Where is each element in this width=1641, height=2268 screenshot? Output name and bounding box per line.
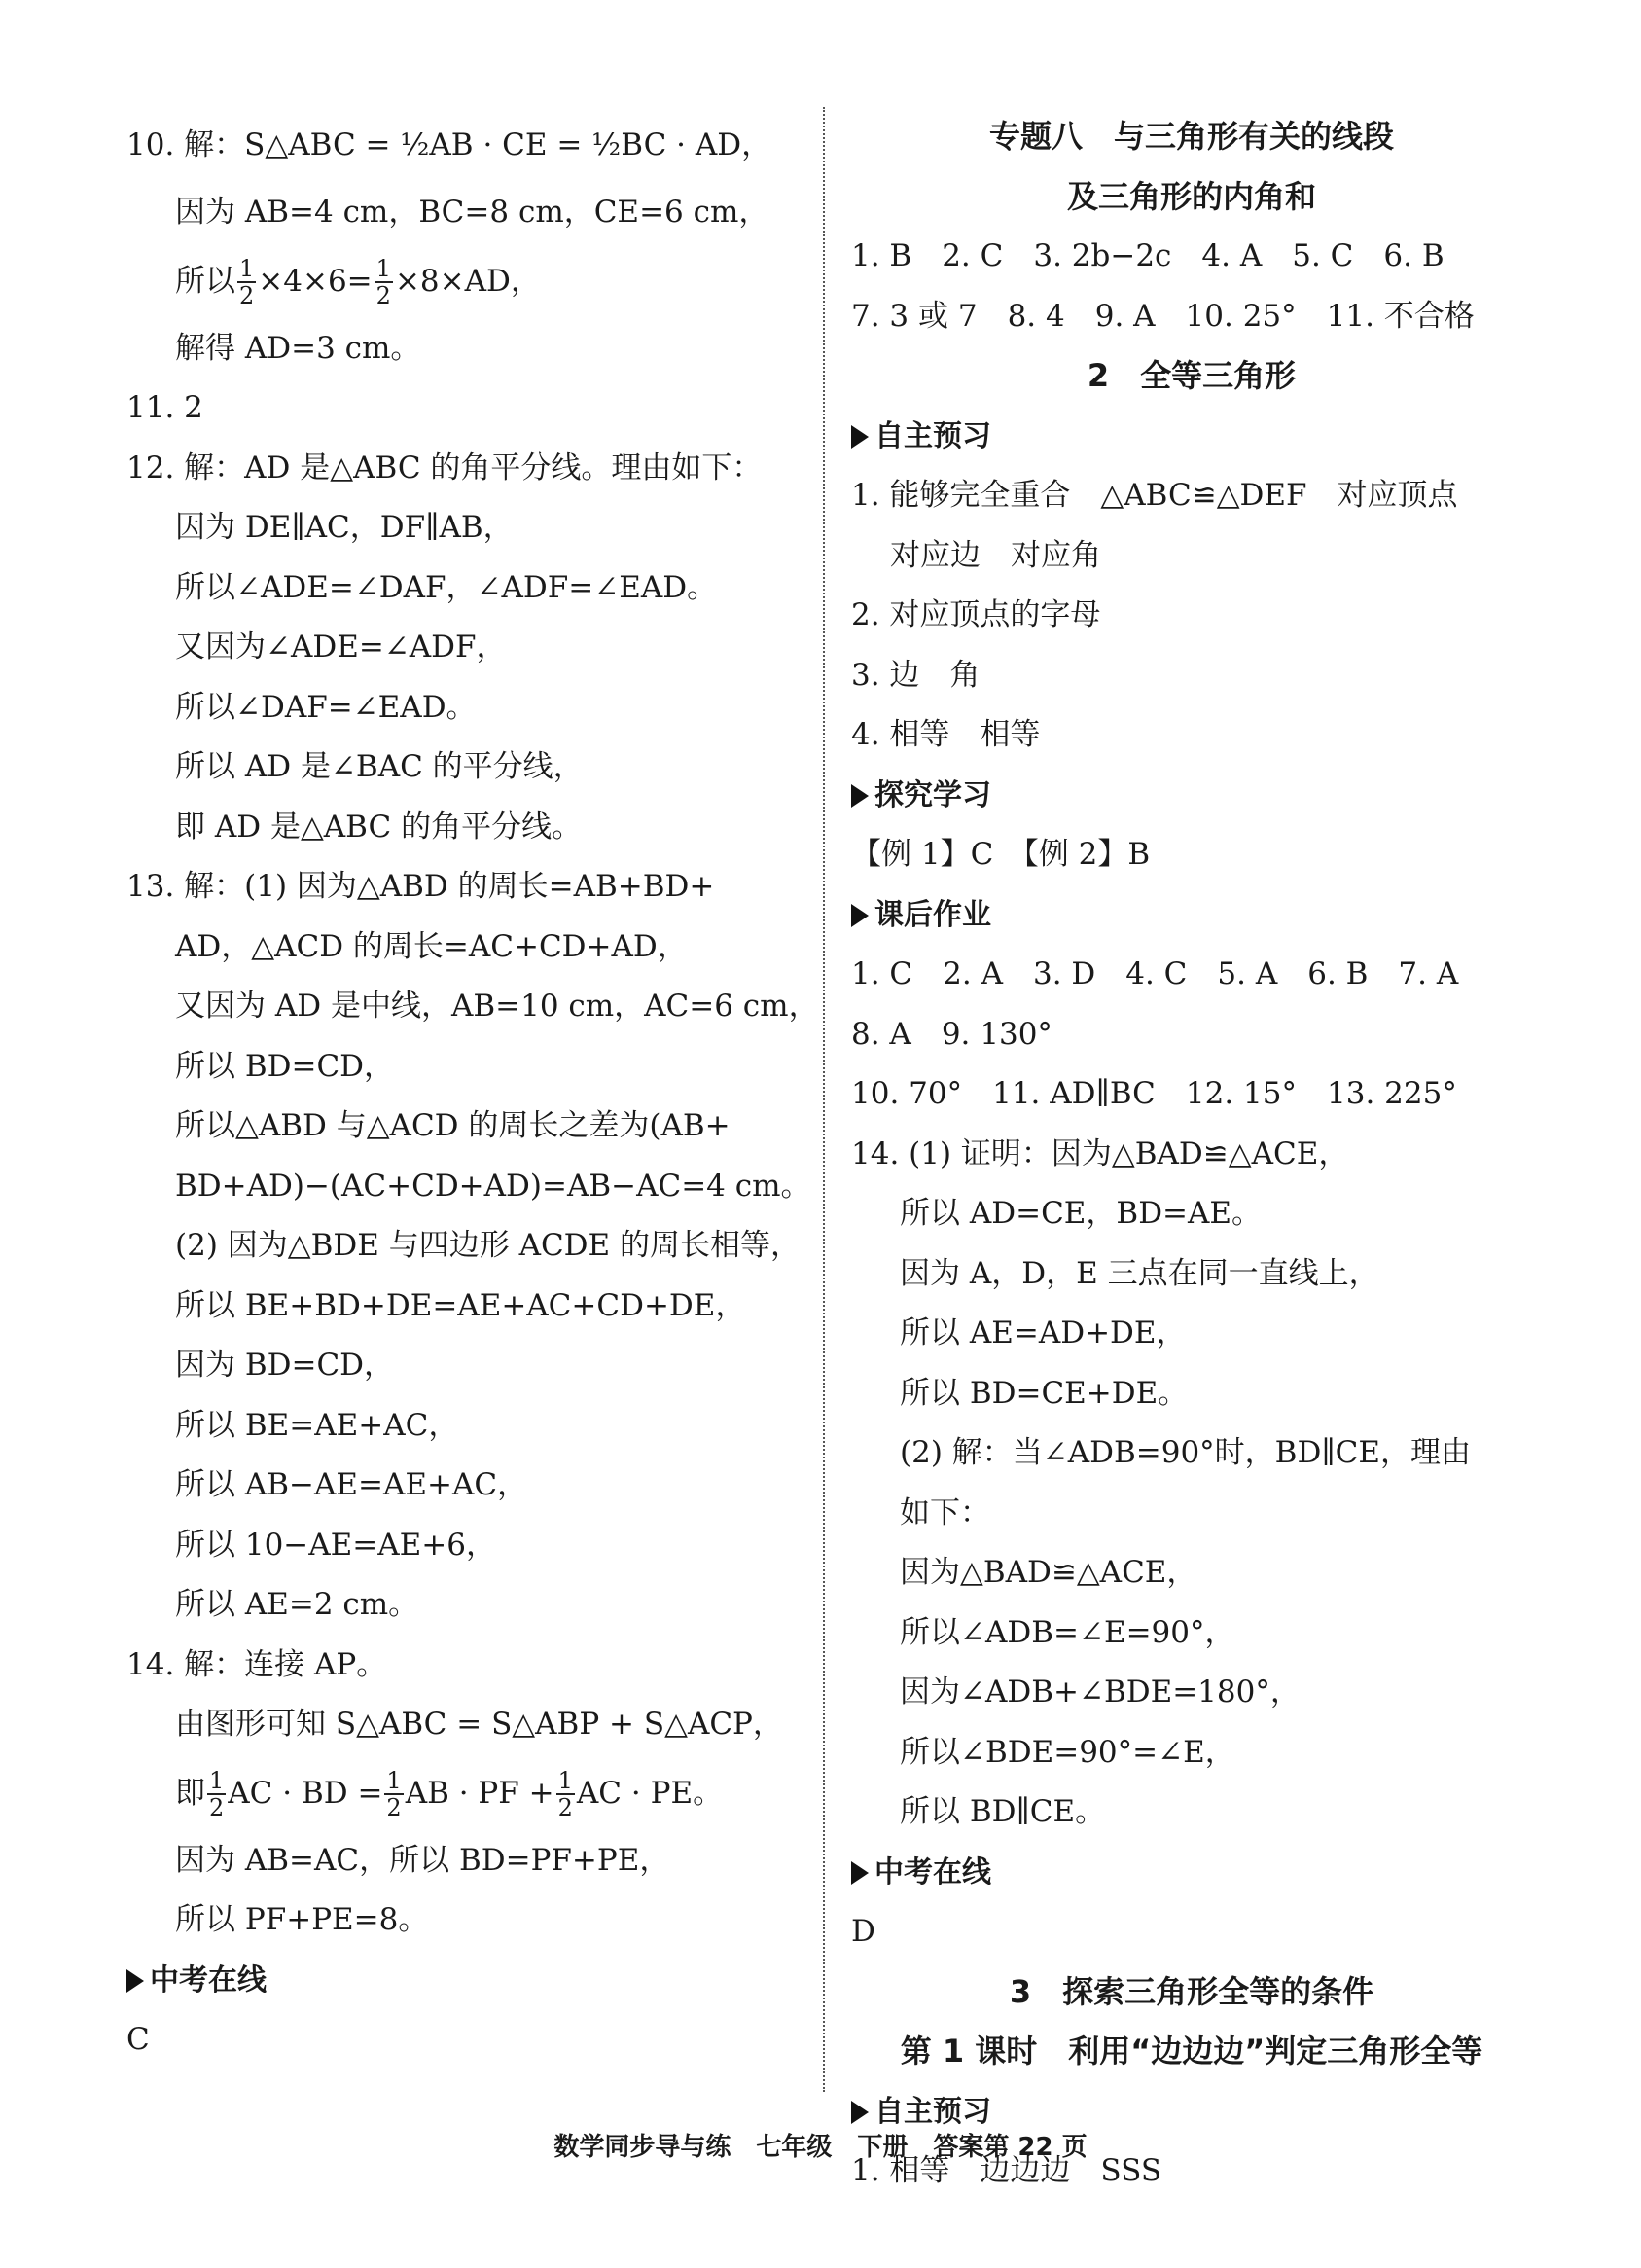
- column-divider: [823, 107, 825, 2092]
- text: 所以: [175, 263, 235, 299]
- homework-14-line-6: (2) 解：当∠ADB=90°时，BD∥CE，理由: [900, 1435, 1471, 1470]
- text: ×4×6=: [258, 263, 373, 299]
- topic-answers-1: 1. B 2. C 3. 2b−2c 4. A 5. C 6. B: [851, 238, 1445, 273]
- answer-13-line-3: 又因为 AD 是中线，AB=10 cm，AC=6 cm，: [175, 989, 819, 1024]
- answer-12-line-2: 因为 DE∥AC，DF∥AB，: [175, 510, 514, 545]
- preview-answer-4: 4. 相等 相等: [851, 717, 1041, 752]
- text: 即: [175, 1775, 205, 1811]
- triangle-marker-icon: [851, 425, 869, 449]
- answer-12-line-1: 12. 解：AD 是△ABC 的角平分线。理由如下：: [126, 450, 763, 486]
- section-title-congruent: 2 全等三角形: [1087, 357, 1297, 394]
- answer-10-line-3: [126, 243, 798, 319]
- answer-13-line-1: 13. 解：(1) 因为△ABD 的周长=AB+BD+: [126, 869, 715, 904]
- zhongkao-answer: C: [126, 2022, 150, 2057]
- answer-13-line-7: (2) 因为△BDE 与四边形 ACDE 的周长相等，: [175, 1228, 802, 1263]
- text: AC · PE。: [576, 1775, 724, 1811]
- answer-13-line-11: 所以 AB−AE=AE+AC，: [175, 1467, 528, 1502]
- preview-answer-2: 2. 对应顶点的字母: [851, 597, 1101, 632]
- homework-14-line-7: 如下：: [900, 1494, 990, 1530]
- lesson-title: 第 1 课时 利用“边边边”判定三角形全等: [900, 2033, 1483, 2070]
- text: AB · PF +: [405, 1775, 554, 1811]
- answer-13-line-9: 因为 BD=CD，: [175, 1348, 395, 1383]
- text: AC · BD =: [228, 1775, 383, 1811]
- section-heading-explore: 探究学习: [851, 766, 1532, 826]
- answer-10-line-4: 解得 AD=3 cm。: [175, 330, 421, 366]
- homework-14-line-1: 14. (1) 证明：因为△BAD≌△ACE，: [851, 1135, 1349, 1171]
- answer-10-line-1: 10. 解：S△ABC = ½AB · CE = ½BC · AD，: [126, 127, 772, 162]
- preview-answer-1-cont: 对应边 对应角: [890, 537, 1101, 573]
- homework-answers-3: 10. 70° 11. AD∥BC 12. 15° 13. 225°: [851, 1076, 1457, 1111]
- homework-14-line-3: 因为 A，D，E 三点在同一直线上，: [900, 1255, 1379, 1291]
- section-heading-zhongkao-right: 中考在线: [851, 1843, 1532, 1903]
- answer-11: 11. 2: [126, 390, 203, 425]
- preview-2-answer-1: 1. 相等 边边边 SSS: [851, 2153, 1162, 2188]
- answer-13-line-5: 所以△ABD 与△ACD 的周长之差为(AB+: [175, 1108, 731, 1143]
- fraction: $\frac{1}{2}$: [386, 1767, 402, 1821]
- triangle-marker-icon: [851, 784, 869, 808]
- answer-13-line-6: BD+AD)−(AC+CD+AD)=AB−AC=4 cm。: [175, 1168, 811, 1204]
- preview-answer-1: 1. 能够完全重合 △ABC≌△DEF 对应顶点: [851, 478, 1458, 513]
- homework-answers-1: 1. C 2. A 3. D 4. C 5. A 6. B 7. A: [851, 956, 1459, 991]
- right-column: [851, 107, 1532, 2202]
- section-heading-zhongkao: 中考在线: [126, 1951, 798, 2011]
- answer-13-line-12: 所以 10−AE=AE+6，: [175, 1527, 496, 1563]
- answer-14-line-2: 由图形可知 S△ABC = S△ABP + S△ACP，: [175, 1707, 783, 1742]
- answer-12-line-6: 所以 AD 是∠BAC 的平分线，: [175, 749, 584, 784]
- triangle-marker-icon: [851, 2101, 869, 2124]
- homework-14-line-2: 所以 AD=CE，BD=AE。: [900, 1196, 1263, 1231]
- page-footer: 数学同步导与练 七年级 下册 答案第 22 页: [553, 2133, 1088, 2162]
- topic-title-line-2: 及三角形的内角和: [1066, 177, 1316, 215]
- example-answers: 【例 1】C 【例 2】B: [851, 837, 1151, 872]
- homework-14-line-4: 所以 AE=AD+DE，: [900, 1315, 1187, 1350]
- homework-14-line-8: 因为△BAD≌△ACE，: [900, 1555, 1197, 1590]
- homework-14-line-5: 所以 BD=CE+DE。: [900, 1375, 1189, 1411]
- text: ×8×AD，: [394, 263, 541, 299]
- section-heading-preview-2: 自主预习: [851, 2082, 1532, 2142]
- answer-13-line-8: 所以 BE+BD+DE=AE+AC+CD+DE，: [175, 1287, 746, 1323]
- answer-12-line-3: 所以∠ADE=∠DAF，∠ADF=∠EAD。: [175, 569, 718, 605]
- answer-13-line-2: AD，△ACD 的周长=AC+CD+AD，: [175, 928, 688, 964]
- answer-13-line-10: 所以 BE=AE+AC，: [175, 1407, 459, 1443]
- triangle-marker-icon: [851, 904, 869, 927]
- fraction: $\frac{1}{2}$: [375, 255, 391, 309]
- fraction: $\frac{1}{2}$: [209, 1767, 225, 1821]
- answer-12-line-4: 又因为∠ADE=∠ADF，: [175, 630, 507, 665]
- answer-12-line-5: 所以∠DAF=∠EAD。: [175, 689, 477, 725]
- homework-14-line-12: 所以 BD∥CE。: [900, 1794, 1106, 1829]
- answer-12-line-7: 即 AD 是△ABC 的角平分线。: [175, 809, 583, 845]
- triangle-marker-icon: [126, 1969, 144, 1993]
- homework-14-line-11: 所以∠BDE=90°=∠E，: [900, 1734, 1235, 1770]
- answer-14-line-1: 14. 解：连接 AP。: [126, 1646, 387, 1682]
- left-column: [126, 107, 819, 2070]
- topic-answers-2: 7. 3 或 7 8. 4 9. A 10. 25° 11. 不合格: [851, 298, 1475, 334]
- homework-14-line-10: 因为∠ADB+∠BDE=180°，: [900, 1674, 1301, 1710]
- section-heading-homework: 课后作业: [851, 885, 1532, 946]
- answer-14-line-4: 因为 AB=AC，所以 BD=PF+PE，: [175, 1842, 670, 1878]
- section-heading-preview: 自主预习: [851, 407, 1532, 467]
- section-title-conditions: 3 探索三角形全等的条件: [1009, 1972, 1374, 2010]
- fraction: $\frac{1}{2}$: [557, 1767, 573, 1821]
- answer-10-line-2: 因为 AB=4 cm，BC=8 cm，CE=6 cm，: [175, 195, 769, 230]
- preview-answer-3: 3. 边 角: [851, 657, 981, 693]
- triangle-marker-icon: [851, 1861, 869, 1885]
- homework-answers-2: 8. A 9. 130°: [851, 1016, 1052, 1052]
- answer-13-line-4: 所以 BD=CD，: [175, 1048, 395, 1084]
- answer-14-line-3: [126, 1755, 798, 1831]
- answer-13-line-13: 所以 AE=2 cm。: [175, 1587, 419, 1622]
- homework-14-line-9: 所以∠ADB=∠E=90°，: [900, 1614, 1235, 1650]
- fraction: $\frac{1}{2}$: [239, 255, 255, 309]
- topic-title-line-1: 专题八 与三角形有关的线段: [988, 118, 1394, 155]
- answer-14-line-5: 所以 PF+PE=8。: [175, 1902, 429, 1937]
- zhongkao-answer-right: D: [851, 1914, 875, 1949]
